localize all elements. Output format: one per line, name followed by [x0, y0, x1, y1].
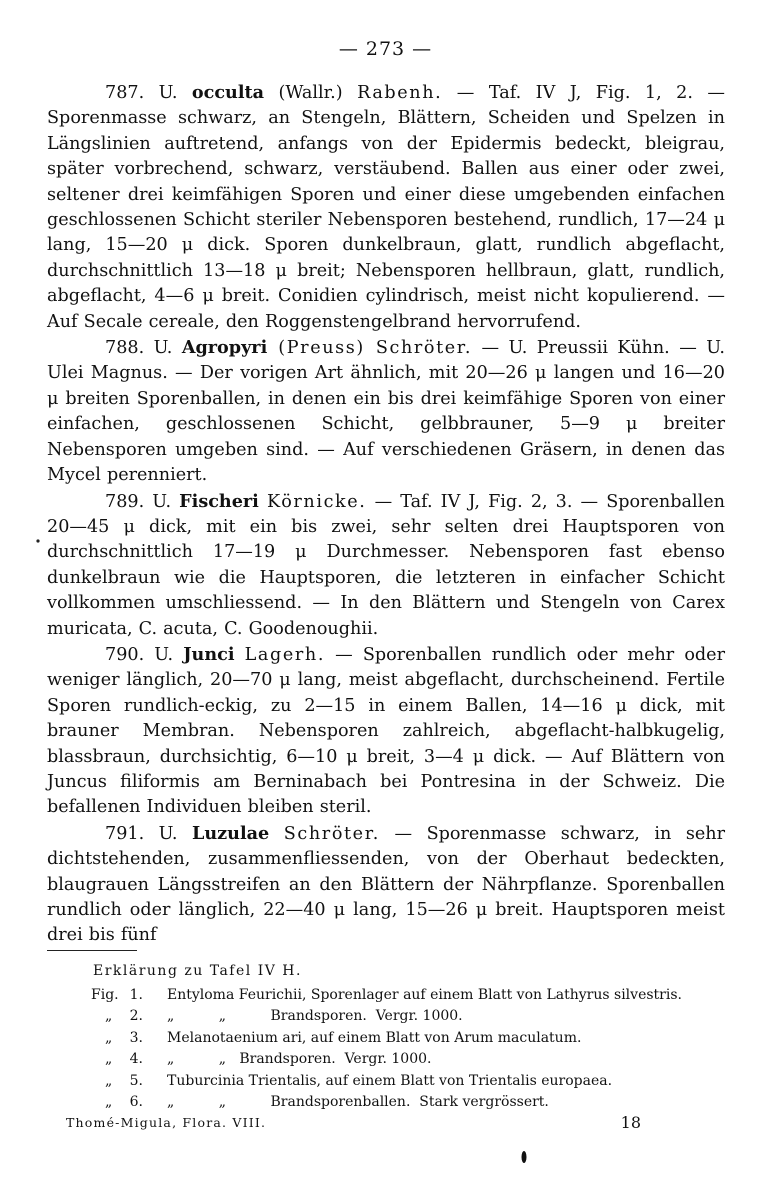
species-name: occulta — [191, 82, 265, 103]
legend-number: 6. — [129, 1094, 143, 1110]
entry-description: — Sporenmasse schwarz, in sehr dichtstehenden, zusammenfliessenden, von der Oberhaut bedeckten, blaugrauen Längsstreifen an den Blättern der Nährpflanze. Sporenballen rundlich oder länglich, 22—40 μ lang, 15—26 μ breit. Hauptsporen meist drei bis fünf — [47, 823, 726, 946]
author-name: Lagerh. — [244, 644, 326, 665]
speck — [36, 539, 39, 542]
legend-title: Erklärung zu Tafel IV H. — [93, 963, 302, 979]
footer-signature: 18 — [620, 1113, 641, 1132]
legend-prefix: „ — [105, 1051, 113, 1067]
author-name: Schröter. — [375, 338, 473, 359]
entry-number: 788. U. — [105, 338, 173, 359]
legend-description: „ „ Brandsporen. Vergr. 1000. — [167, 1051, 432, 1067]
legend-description: Melanotaenium ari, auf einem Blatt von Arum maculatum. — [167, 1029, 582, 1046]
entry-description: — Sporenballen rundlich oder mehr oder weniger länglich, 20—70 μ lang, meist abgeflacht, durchscheinend. Fertile Sporen rundlich-eckig, zu 2—15 in einem Ballen, 14—16 μ dick, mit brauner Membran. Nebensporen zahlreich, abgeflacht-halbkugelig, blassbraun, durchsichtig, 6—10 μ breit, 3—4 μ dick. — Auf Blättern von Juncus filiformis am Berninabach bei Pontresina in der Schweiz. Die befallenen Individuen bleiben steril. — [47, 644, 726, 818]
entry-number: 789. U. — [105, 491, 172, 512]
author-name: Rabenh. — [357, 83, 443, 103]
page-number: — 273 — — [338, 38, 433, 60]
legend-description: Tuburcinia Trientalis, auf einem Blatt von Trientalis europaea. — [167, 1072, 613, 1089]
legend-description: „ „ Brandsporen. Vergr. 1000. — [167, 1008, 463, 1024]
species-name: Junci — [183, 643, 235, 665]
species-name: Agropyri — [181, 337, 268, 359]
legend-number: 1. — [129, 986, 143, 1003]
species-name: Fischeri — [179, 490, 259, 512]
legend-prefix: „ — [105, 1094, 113, 1110]
speck — [522, 1151, 527, 1163]
entry-number: 790. U. — [105, 644, 174, 665]
species-name: Luzulae — [192, 822, 270, 844]
legend-prefix: „ — [105, 1008, 113, 1024]
entry-description: — U. Preussii Kühn. — U. Ulei Magnus. — Der vorigen Art ähnlich, mit 20—26 μ langen und 16—20 μ breiten Sporenballen, in denen ein bis drei keimfähige Sporen von einer einfachen, geschlossenen Schicht, gelbbrauner, 5—9 μ breiter Nebensporen umgeben sind. — Auf verschiedenen Gräsern, in denen das Mycel perenniert. — [47, 338, 726, 486]
author-prefix: (Preuss) — [267, 338, 376, 359]
entry-number: 791. U. — [105, 823, 178, 844]
author-name: Körnicke. — [266, 491, 367, 512]
legend-number: 2. — [129, 1008, 143, 1024]
entry-number: 787. U. — [105, 83, 178, 103]
legend-number: 3. — [129, 1029, 143, 1046]
legend-number: 4. — [129, 1051, 143, 1067]
legend-description: Entyloma Feurichii, Sporenlager auf einem Blatt von Lathyrus silvestris. — [167, 986, 682, 1003]
footer-publication: Thomé-Migula, Flora. VIII. — [66, 1115, 267, 1130]
legend-description: „ „ Brandsporenballen. Stark vergrössert. — [167, 1094, 549, 1110]
legend-prefix: „ — [105, 1072, 113, 1089]
entry-description: — Taf. IV J, Fig. 2, 3. — Sporenballen 20—45 μ dick, mit ein bis zwei, sehr selten drei Hauptsporen von durchschnittlich 17—19 μ Durchmesser. Nebensporen fast ebenso dunkelbraun wie die Hauptsporen, die letzteren in einfacher Schicht vollkommen umschliessend. — In den Blättern und Stengeln von Carex muricata, C. acuta, C. Goodenoughii. — [47, 491, 726, 639]
legend-number: 5. — [129, 1072, 143, 1089]
legend-prefix: Fig. — [91, 986, 119, 1003]
author-prefix: (Wallr.) — [264, 83, 358, 103]
author-name: Schröter. — [283, 823, 380, 844]
entry-description: — Taf. IV J, Fig. 1, 2. — Sporenmasse schwarz, an Stengeln, Blättern, Scheiden und Spelzen in Längslinien auftretend, anfangs von der Epidermis bedeckt, bleigrau, später vorbrechend, schwarz, verstäubend. Ballen aus einer oder zwei, seltener drei keimfähigen Sporen und einer diese umgebenden einfachen geschlossenen Schicht steriler Nebensporen bestehend, rundlich, 17—24 μ lang, 15—20 μ dick. Sporen dunkelbraun, glatt, rundlich abgeflacht, durchschnittlich 13—18 μ breit; Nebensporen hellbraun, glatt, rundlich, abgeflacht, 4—6 μ breit. Conidien cylindrisch, meist nicht kopulierend. — Auf Secale cereale, den Roggenstengelbrand hervorrufend. — [47, 83, 726, 332]
legend-prefix: „ — [105, 1029, 113, 1046]
